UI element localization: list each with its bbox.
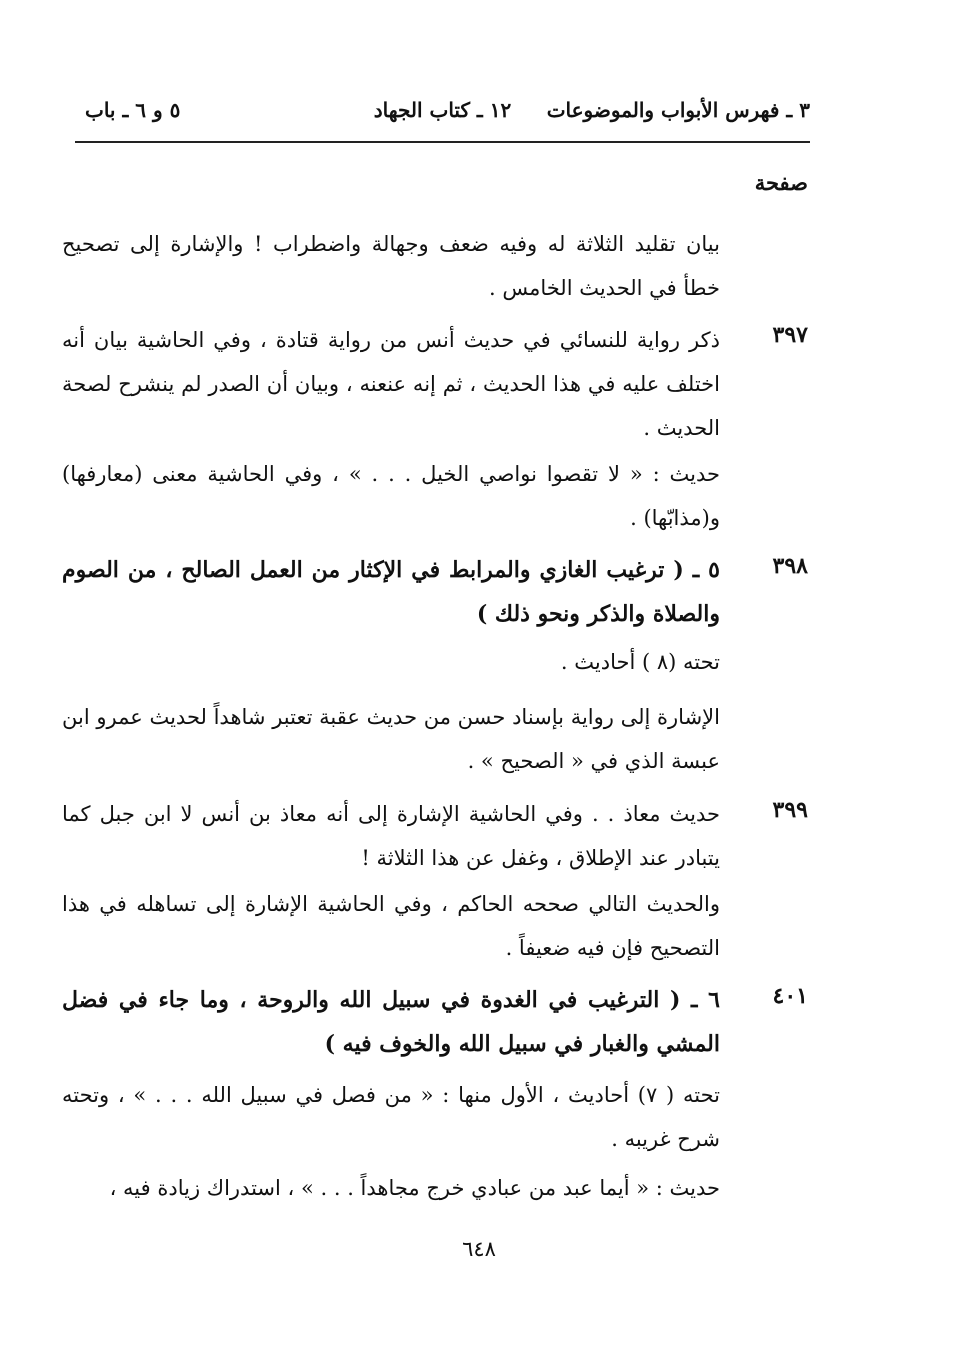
chapter-heading: ٦ ـ ( الترغيب في الغدوة في سبيل الله والروحة ، وما جاء في فضل المشي والغبار في سبيل الله والخوف فيه ) <box>62 987 720 1057</box>
index-entry-text: بيان تقليد الثلاثة له وفيه ضعف وجهالة واضطراب ! والإشارة إلى تصحيح خطأ في الحديث الخامس . <box>62 232 720 300</box>
header-rule <box>75 141 810 143</box>
page-column-label: صفحة <box>754 170 808 195</box>
index-entry-text: ذكر رواية للنسائي في حديث أنس من رواية قتادة ، وفي الحاشية بيان أنه اختلف عليه في هذا الحديث ، ثم إنه عنعنه ، وبيان أن الصدر لم ينشرح لصحة الحديث . <box>62 328 720 440</box>
entry-page-number: ٣٩٧ <box>772 322 808 348</box>
index-entry-text: والحديث التالي صححه الحاكم ، وفي الحاشية الإشارة إلى تساهله في هذا التصحيح فإن فيه ضعيفاً . <box>62 892 720 960</box>
index-entry-text: حديث : « لا تقصوا نواصي الخيل . . . » ، وفي الحاشية معنى (معارفها) و(مذابّها) . <box>62 462 720 530</box>
index-entry-text: تحته (٨ ) أحاديث . <box>560 650 720 674</box>
entry-page-number: ٣٩٩ <box>772 797 808 823</box>
index-entry-text: حديث معاذ . . وفي الحاشية الإشارة إلى أنه معاذ بن أنس لا ابن جبل كما يتبادر عند الإطلاق ، وغفل عن هذا الثلاثة ! <box>62 802 720 870</box>
header-book-title: ١٢ ـ كتاب الجهاد <box>373 98 512 122</box>
chapter-heading: ٥ ـ ( ترغيب الغازي والمرابط في الإكثار من العمل الصالح ، من الصوم والصلاة والذكر ونحو ذلك ) <box>62 557 720 627</box>
entry-page-number: ٣٩٨ <box>772 553 808 579</box>
folio-page-number: ٦٤٨ <box>462 1237 496 1261</box>
entry-page-number: ٤٠١ <box>772 983 808 1009</box>
index-entry-text: الإشارة إلى رواية بإسناد حسن من حديث عقبة تعتبر شاهداً لحديث عمرو ابن عبسة الذي في « الصحيح » . <box>62 705 720 773</box>
index-entry-text: تحته ( ٧) أحاديث ، الأول منها : « من فصل في سبيل الله . . . » ، وتحته شرح غريبه . <box>62 1083 720 1151</box>
header-section-title: ٣ ـ فهرس الأبواب والموضوعات <box>546 98 810 122</box>
header-chapter-range: ٥ و ٦ ـ باب <box>85 98 181 122</box>
running-header <box>75 98 810 132</box>
index-entry-text: حديث : « أيما عبد من عبادي خرج مجاهداً . . . » ، استدراك زيادة فيه ، <box>109 1176 720 1200</box>
